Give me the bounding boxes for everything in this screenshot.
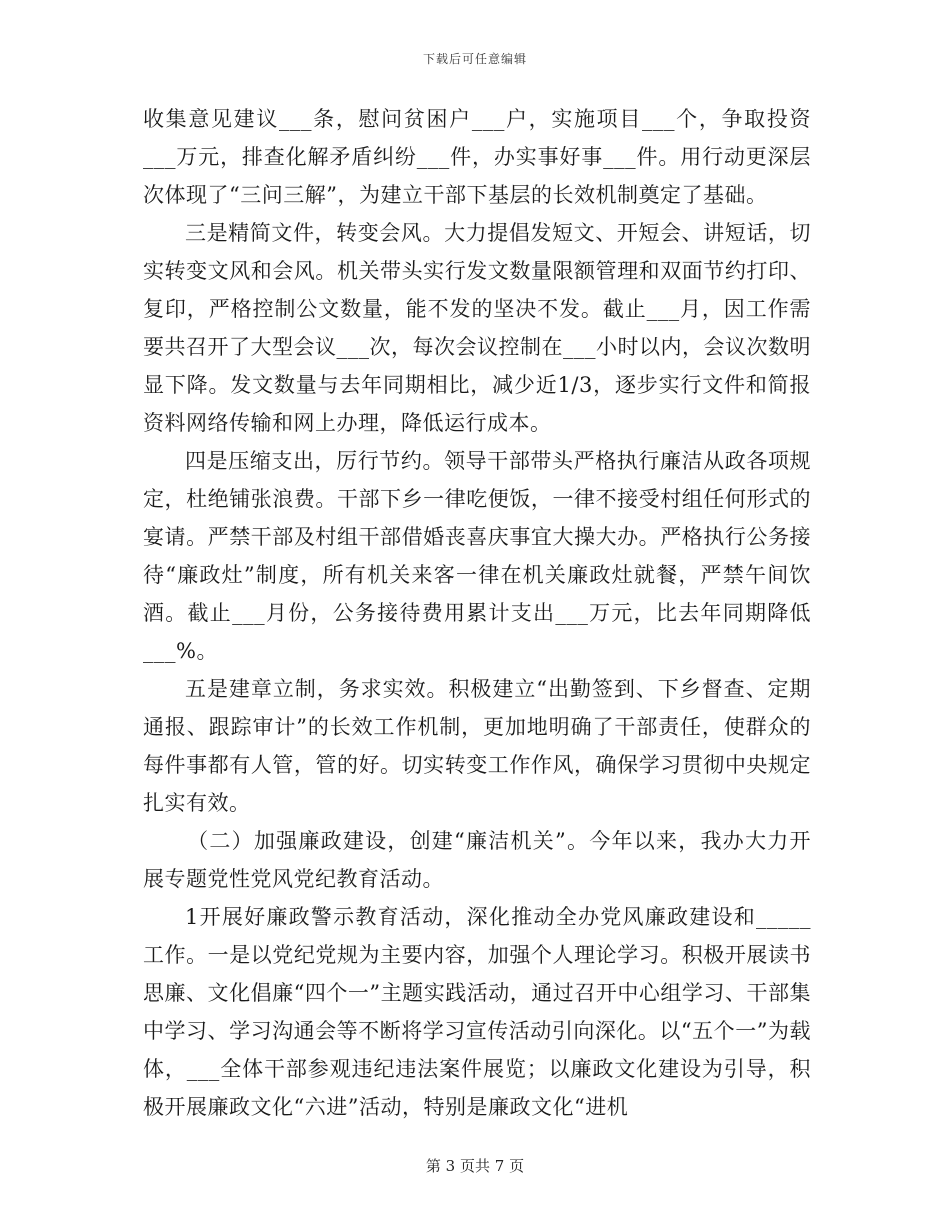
paragraph-4: 五是建章立制，务求实效。积极建立“出勤签到、下乡督查、定期通报、跟踪审计”的长效工作机制，更加地明确了干部责任，使群众的每件事都有人管，管的好。切实转变工作作风，确保学习贯彻中央规定扎实有效。: [143, 677, 811, 815]
paragraph-1: 收集意见建议___条，慰问贫困户___户，实施项目___个，争取投资___万元，排查化解矛盾纠纷___件，办实事好事___件。用行动更深层次体现了“三问三解”，为建立干部下基层的长效机制奠定了基础。: [143, 107, 811, 207]
paragraph-2: 三是精简文件，转变会风。大力提倡发短文、开短会、讲短话，切实转变文风和会风。机关带头实行发文数量限额管理和双面节约打印、复印，严格控制公文数量，能不发的坚决不发。截止___月，因工作需要共召开了大型会议___次，每次会议控制在___小时以内，会议次数明显下降。发文数量与去年同期相比，减少近1/3，逐步实行文件和简报资料网络传输和网上办理，降低运行成本。: [143, 221, 811, 435]
paragraph-5: （二）加强廉政建设，创建“廉洁机关”。今年以来，我办大力开展专题党性党风党纪教育活动。: [143, 829, 811, 891]
paragraph-6: 1开展好廉政警示教育活动，深化推动全办党风廉政建设和_____工作。一是以党纪党规为主要内容，加强个人理论学习。积极开展读书思廉、文化倡廉“四个一”主题实践活动，通过召开中心组学习、干部集中学习、学习沟通会等不断将学习宣传活动引向深化。以“五个一”为载体，___全体干部参观违纪违法案件展览；以廉政文化建设为引导，积极开展廉政文化“六进”活动，特别是廉政文化“进机: [143, 905, 811, 1119]
paragraph-3: 四是压缩支出，厉行节约。领导干部带头严格执行廉洁从政各项规定，杜绝铺张浪费。干部下乡一律吃便饭，一律不接受村组任何形式的宴请。严禁干部及村组干部借婚丧喜庆事宜大操大办。严格执行公务接待“廉政灶”制度，所有机关来客一律在机关廉政灶就餐，严禁午间饮酒。截止___月份，公务接待费用累计支出___万元，比去年同期降低___%。: [143, 449, 811, 663]
document-body: [143, 100, 811, 1126]
page-number: 第 3 页共 7 页: [425, 1157, 525, 1175]
page-header-note: 下载后可任意编辑: [422, 52, 527, 66]
